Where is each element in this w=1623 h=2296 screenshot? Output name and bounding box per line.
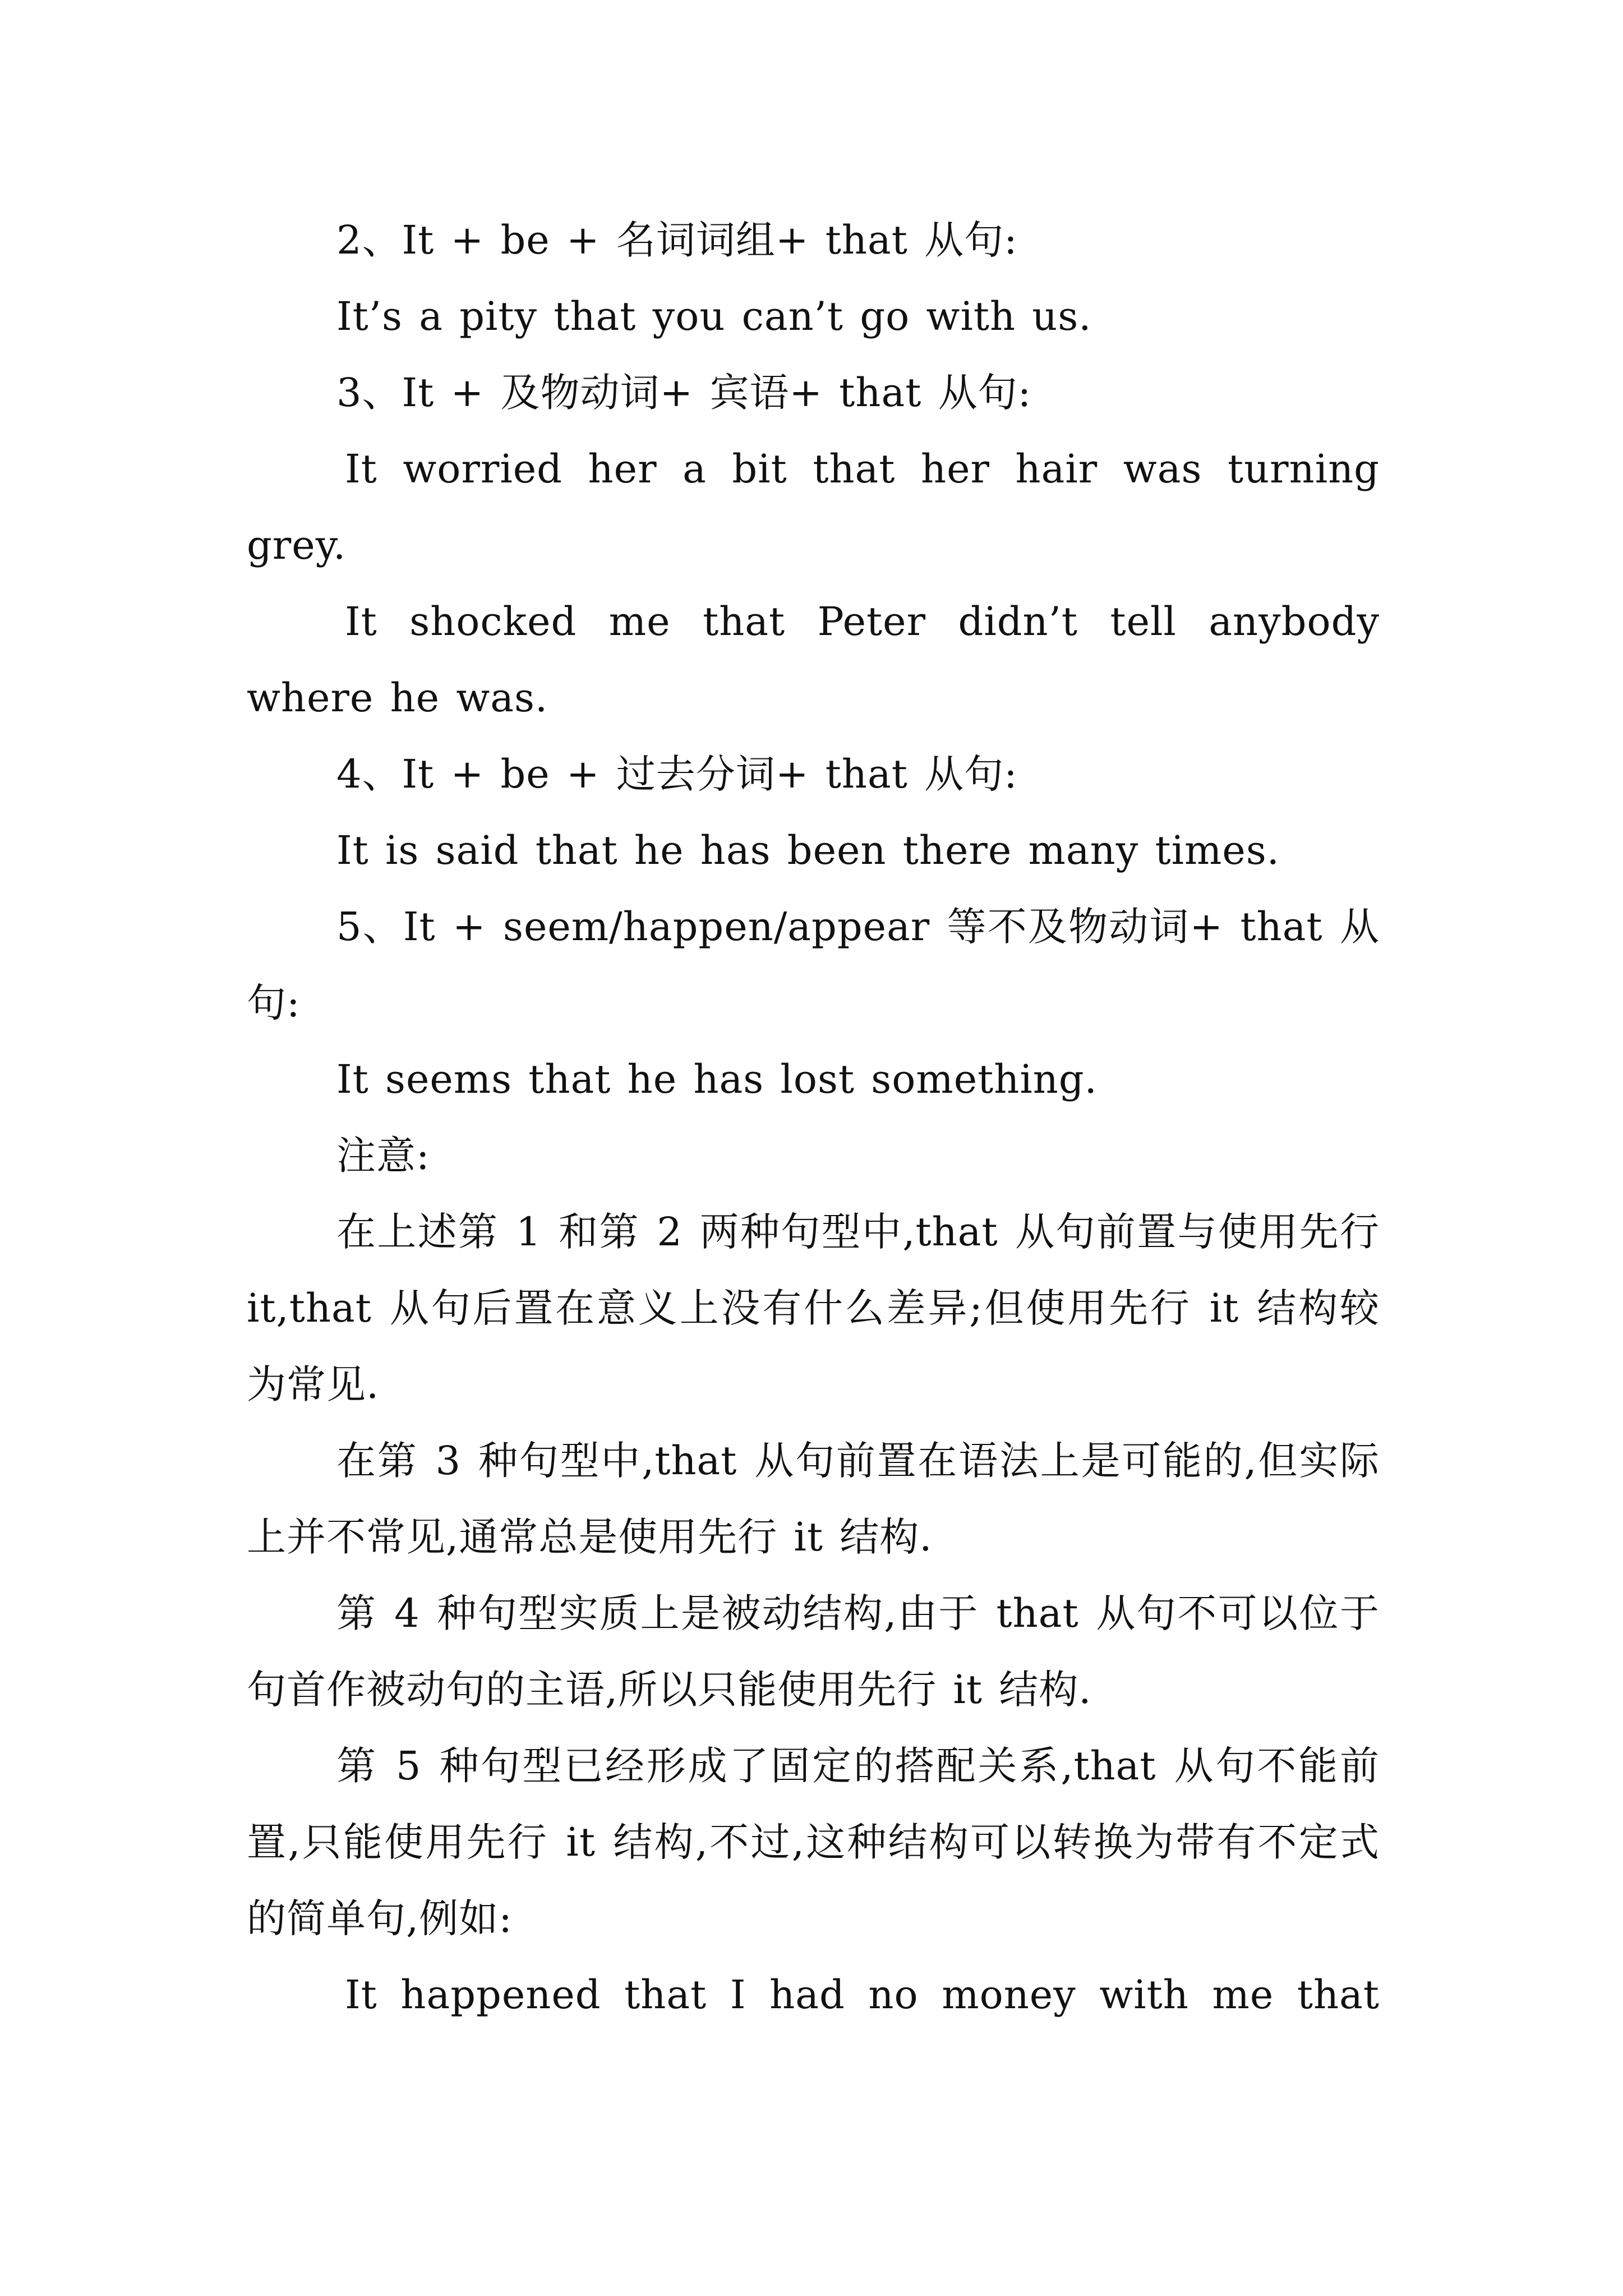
pattern-heading-4: 4、It + be + 过去分词+ that 从句: bbox=[336, 751, 1018, 797]
document-body bbox=[247, 202, 1380, 2033]
example-sentence: It worried her a bit that her hair was turning grey. bbox=[247, 446, 1380, 568]
example-sentence: It is said that he has been there many times. bbox=[336, 827, 1280, 873]
note-paragraph: 在第 3 种句型中,that 从句前置在语法上是可能的,但实际上并不常见,通常总是使用先行 it 结构. bbox=[247, 1438, 1380, 1560]
note-paragraph: 第 4 种句型实质上是被动结构,由于 that 从句不可以位于句首作被动句的主语,所以只能使用先行 it 结构. bbox=[247, 1590, 1380, 1713]
pattern-heading-2: 2、It + be + 名词词组+ that 从句: bbox=[336, 217, 1018, 263]
note-paragraph: 第 5 种句型已经形成了固定的搭配关系,that 从句不能前置,只能使用先行 it 结构,不过,这种结构可以转换为带有不定式的简单句,例如: bbox=[247, 1743, 1380, 1941]
pattern-heading-3: 3、It + 及物动词+ 宾语+ that 从句: bbox=[336, 370, 1032, 416]
pattern-heading-5: 5、It + seem/happen/appear 等不及物动词+ that 从句: bbox=[247, 904, 1380, 1026]
example-sentence: It’s a pity that you can’t go with us. bbox=[336, 293, 1092, 339]
example-sentence: It seems that he has lost something. bbox=[336, 1056, 1098, 1102]
example-sentence: It shocked me that Peter didn’t tell anybody where he was. bbox=[247, 599, 1380, 721]
note-heading: 注意: bbox=[336, 1133, 430, 1179]
note-paragraph: 在上述第 1 和第 2 两种句型中,that 从句前置与使用先行 it,that 从句后置在意义上没有什么差异;但使用先行 it 结构较为常见. bbox=[247, 1209, 1380, 1407]
example-sentence: It happened that I had no money with me that bbox=[345, 1972, 1380, 2018]
